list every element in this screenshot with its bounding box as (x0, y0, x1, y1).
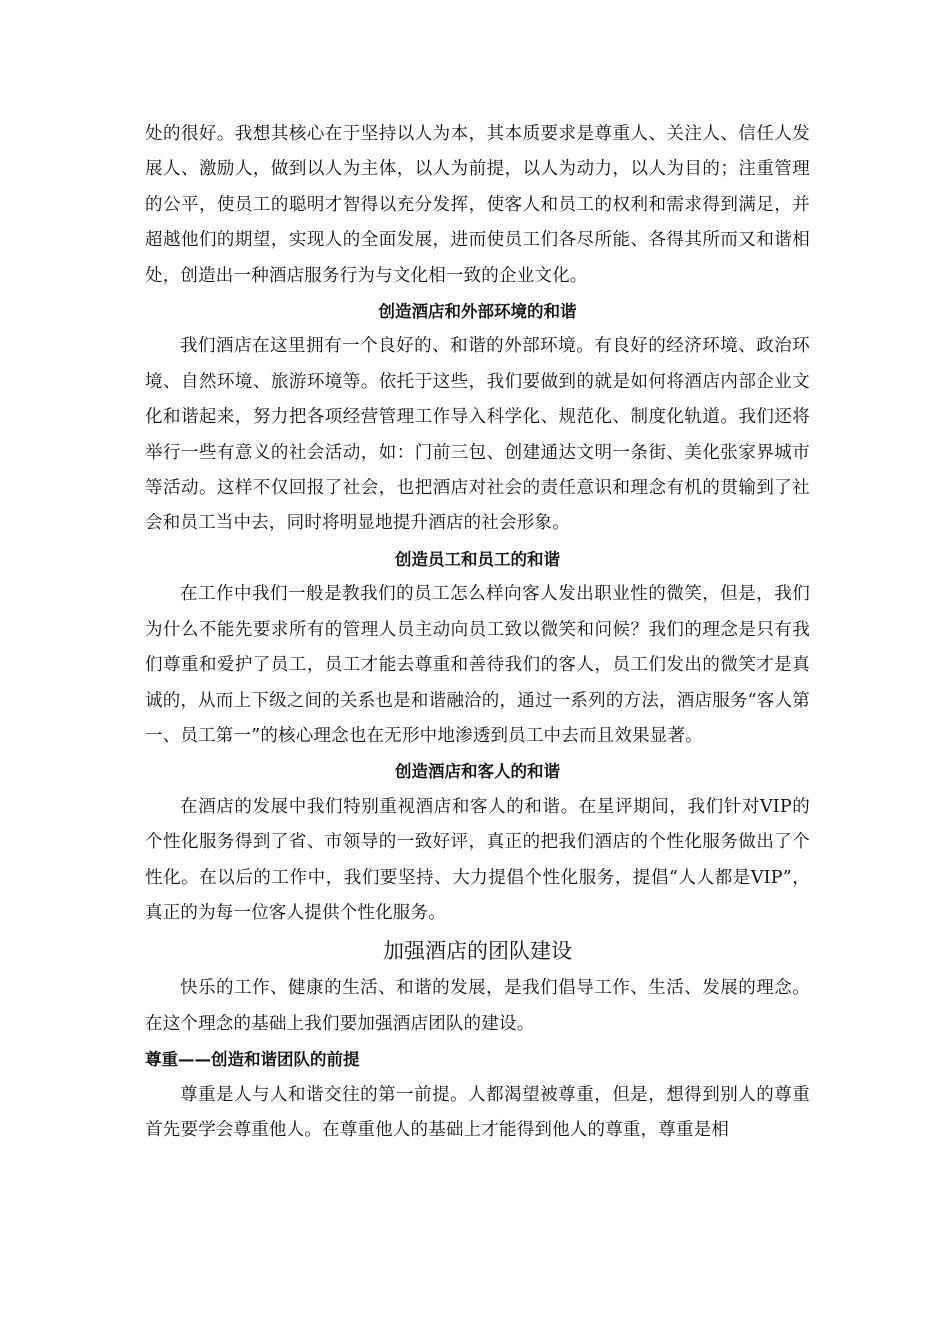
subsection-paragraph-respect: 尊重是人与人和谐交往的第一前提。人都渴望被尊重，但是，想得到别人的尊重首先要学会尊重他人。在尊重他人的基础上才能得到他人的尊重，尊重是相 (145, 1084, 810, 1140)
section-paragraph-guest-harmony: 在酒店的发展中我们特别重视酒店和客人的和谐。在星评期间，我们针对VIP的个性化服务得到了省、市领导的一致好评，真正的把我们酒店的个性化服务做出了个性化。在以后的工作中，我们要坚持、大力提倡个性化服务，提倡“人人都是VIP”，真正的为每一位客人提供个性化服务。 (145, 796, 810, 923)
section-paragraph-external-environment: 我们酒店在这里拥有一个良好的、和谐的外部环境。有良好的经济环境、政治环境、自然环境、旅游环境等。依托于这些，我们要做到的就是如何将酒店内部企业文化和谐起来，努力把各项经营管理工作导入科学化、规范化、制度化轨道。我们还将举行一些有意义的社会活动，如：门前三包、创建通达文明一条街、美化张家界城市等活动。这样不仅回报了社会，也把酒店对社会的责任意识和理念有机的贯输到了社会和员工当中去，同时将明显地提升酒店的社会形象。 (145, 336, 810, 534)
section-paragraph-team-building: 快乐的工作、健康的生活、和谐的发展，是我们倡导工作、生活、发展的理念。在这个理念的基础上我们要加强酒店团队的建设。 (145, 978, 810, 1034)
intro-paragraph: 处的很好。我想其核心在于坚持以人为本，其本质要求是尊重人、关注人、信任人发展人、激励人，做到以人为主体，以人为前提，以人为动力，以人为目的；注重管理的公平，使员工的聪明才智得以充分发挥，使客人和员工的权利和需求得到满足，并超越他们的期望，实现人的全面发展，进而使员工们各尽所能、各得其所而又和谐相处，创造出一种酒店服务行为与文化相一致的企业文化。 (145, 124, 810, 286)
document-body (145, 117, 810, 1148)
section-heading-team-building: 加强酒店的团队建设 (383, 939, 572, 964)
section-heading-external-environment: 创造酒店和外部环境的和谐 (378, 302, 577, 322)
section-paragraph-staff-harmony: 在工作中我们一般是教我们的员工怎么样向客人发出职业性的微笑，但是，我们为什么不能先要求所有的管理人员主动向员工致以微笑和问候？我们的理念是只有我们尊重和爱护了员工，员工才能去尊重和善待我们的客人，员工们发出的微笑才是真诚的，从而上下级之间的关系也是和谐融洽的，通过一系列的方法，酒店服务“客人第一、员工第一”的核心理念也在无形中地渗透到员工中去而且效果显著。 (145, 584, 810, 746)
section-heading-staff-harmony: 创造员工和员工的和谐 (395, 549, 560, 569)
subsection-heading-respect: 尊重——创造和谐团队的前提 (145, 1050, 360, 1070)
section-heading-guest-harmony: 创造酒店和客人的和谐 (395, 762, 560, 782)
